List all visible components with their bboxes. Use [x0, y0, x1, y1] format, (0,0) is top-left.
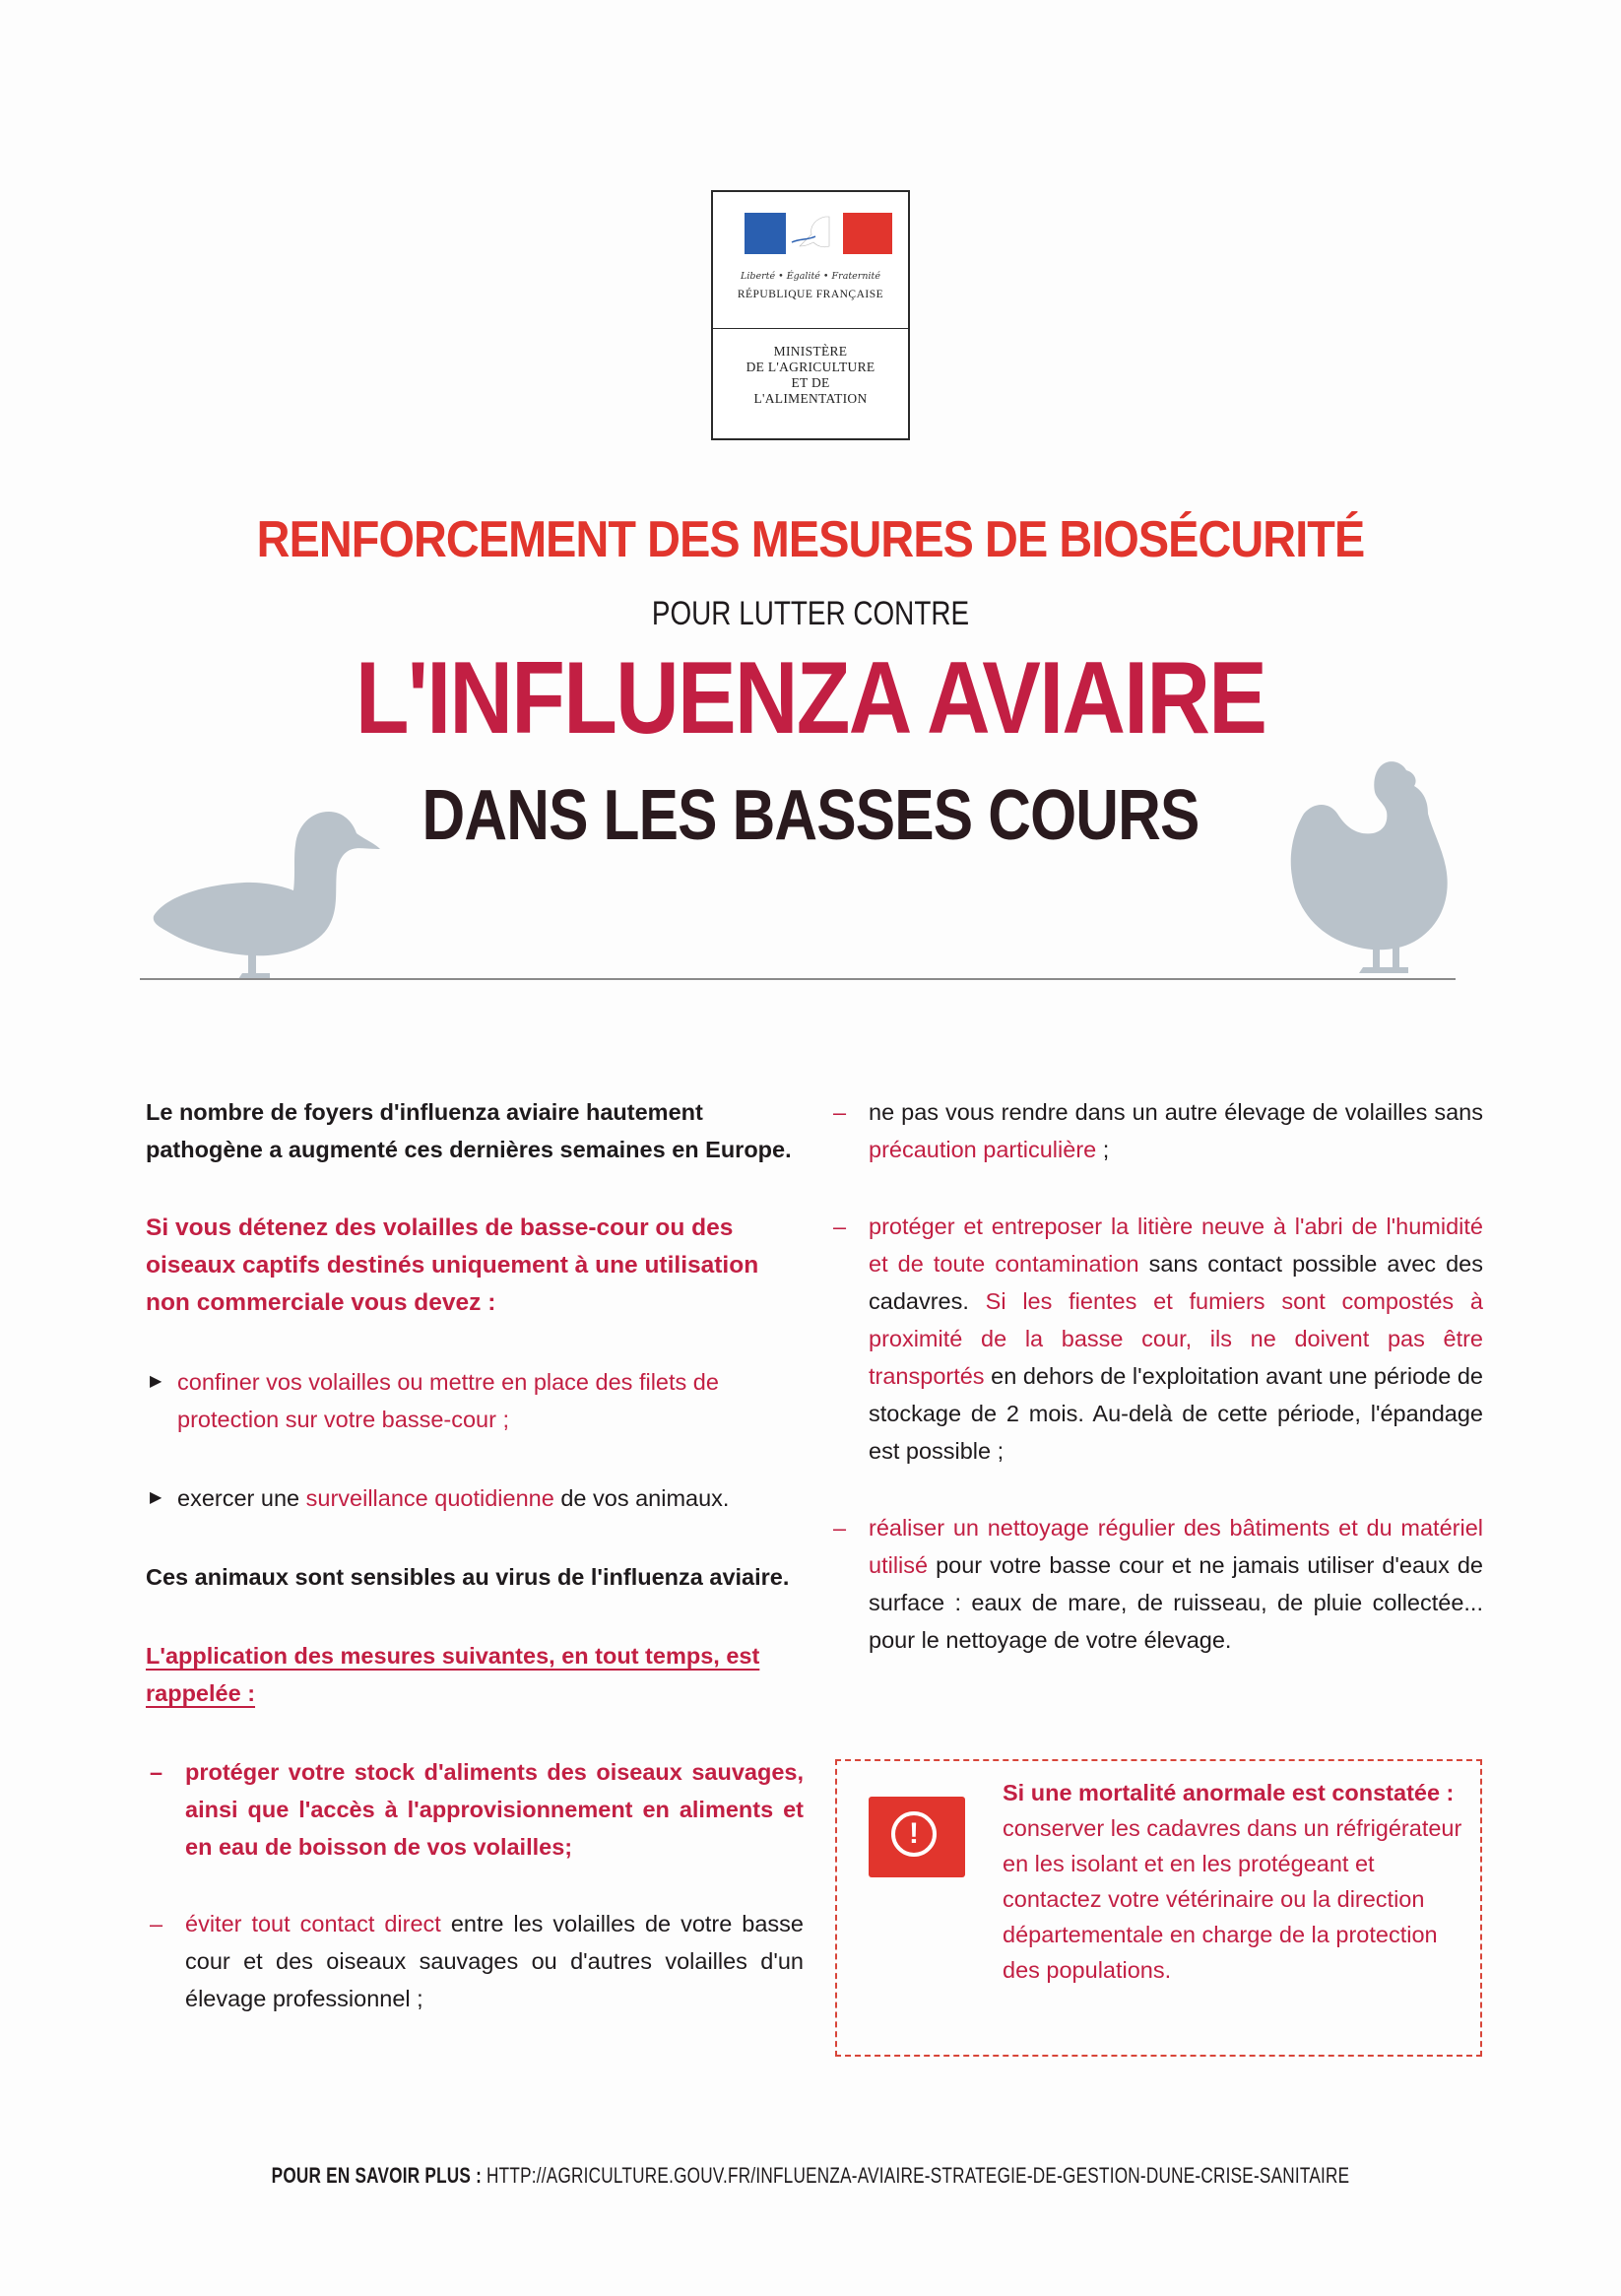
title-line-3: L'INFLUENZA AVIAIRE [355, 641, 1266, 755]
title-line-4: DANS LES BASSES COURS [421, 776, 1200, 855]
bullet-highlight: surveillance quotidienne [305, 1485, 554, 1511]
republic-name: RÉPUBLIQUE FRANÇAISE [737, 289, 884, 300]
dash-text: pour votre basse cour et ne jamais utiliser d'eaux de surface : eaux de mare, de ruisseau, de pluie collectée... pour le nettoyage de votre élevage. [869, 1552, 1483, 1653]
dash-item [146, 1753, 804, 1866]
triangle-bullet-icon: ▶ [150, 1489, 162, 1506]
dash-item [146, 1905, 804, 2017]
duck-icon [146, 806, 382, 981]
dash-text: ; [1096, 1137, 1110, 1162]
dash-item [829, 1093, 1483, 1168]
right-column [829, 1093, 1483, 1698]
dash-bullet: – [150, 1911, 163, 1936]
bullet-item [146, 1363, 804, 1438]
footer-url[interactable]: HTTP://AGRICULTURE.GOUV.FR/INFLUENZA-AVIAIRE-STRATEGIE-DE-GESTION-DUNE-CRISE-SANITAIRE [486, 2163, 1350, 2188]
dash-highlight: précaution particulière [869, 1137, 1097, 1162]
dash-text: ne pas vous rendre dans un autre élevage de volailles sans [869, 1099, 1483, 1125]
bullet-text: de vos animaux. [553, 1485, 730, 1511]
footer-label: POUR EN SAVOIR PLUS : [271, 2163, 487, 2188]
alert-text [1003, 1775, 1465, 1988]
ministry-name [713, 329, 908, 407]
exclamation-icon: ! [869, 1797, 965, 1877]
title-line-1: RENFORCEMENT DES MESURES DE BIOSÉCURITÉ [256, 511, 1365, 568]
triangle-bullet-icon: ▶ [150, 1373, 162, 1390]
dash-highlight: éviter tout contact direct [185, 1911, 441, 1936]
dash-text: protéger votre stock d'aliments des oiseaux sauvages, ainsi que l'accès à l'approvisionnement en aliments et en eau de boisson de vos volailles; [185, 1759, 804, 1860]
dash-text: en dehors de l'exploitation avant une période de stockage de 2 mois. Au-delà de cette période, l'épandage est possible ; [869, 1363, 1483, 1464]
ground-line [140, 978, 1456, 980]
bullet-text: confiner vos volailles ou mettre en place des filets de protection sur votre basse-cour ; [177, 1369, 719, 1432]
ministry-line: MINISTÈRE [773, 344, 848, 359]
bullet-text: exercer une [177, 1485, 306, 1511]
alert-body: conserver les cadavres dans un réfrigérateur en les isolant et en les protégeant et contactez votre vétérinaire ou la direction départementale en charge de la protection des populations. [1003, 1815, 1462, 1983]
title-line-2: POUR LUTTER CONTRE [651, 595, 970, 632]
dash-text: sans contact possible avec des cadavres. [869, 1251, 1483, 1314]
mortality-alert-box [835, 1759, 1482, 2057]
alert-heading: Si une mortalité anormale est constatée : [1003, 1780, 1455, 1805]
dash-item [829, 1208, 1483, 1470]
dash-bullet: – [150, 1759, 163, 1785]
dash-bullet: – [833, 1099, 847, 1125]
marianne-block [713, 192, 908, 329]
dash-bullet: – [833, 1515, 847, 1541]
ministry-line: L'ALIMENTATION [753, 391, 868, 406]
dash-highlight: Si les fientes et fumiers sont compostés à proximité de la basse cour, ils ne doivent pas être transportés [869, 1288, 1483, 1389]
reminder-heading: L'application des mesures suivantes, en tout temps, est rappelée : [146, 1643, 760, 1706]
ministry-line: ET DE [791, 375, 830, 390]
government-logo [711, 190, 910, 440]
sensitivity-note: Ces animaux sont sensibles au virus de l'influenza aviaire. [146, 1564, 790, 1590]
left-column [146, 1093, 804, 2057]
dash-bullet: – [833, 1214, 847, 1239]
dash-highlight: protéger et entreposer la litière neuve à l'abri de l'humidité et de toute contamination [869, 1214, 1483, 1277]
hen-icon [1284, 758, 1461, 977]
ministry-line: DE L'AGRICULTURE [746, 360, 875, 374]
bullet-item [146, 1479, 804, 1517]
dash-text: entre les volailles de votre basse cour et des oiseaux sauvages ou d'autres volailles d'un élevage professionnel ; [185, 1911, 805, 2011]
dash-highlight: réaliser un nettoyage régulier des bâtiments et du matériel utilisé [869, 1515, 1483, 1578]
footer [178, 2163, 1443, 2189]
dash-item [829, 1509, 1483, 1659]
marianne-flag-icon [745, 213, 892, 254]
motto: Liberté • Égalité • Fraternité [741, 271, 880, 282]
intro-paragraph: Le nombre de foyers d'influenza aviaire hautement pathogène a augmenté ces dernières semaines en Europe. [146, 1099, 792, 1162]
obligations-heading: Si vous détenez des volailles de basse-cour ou des oiseaux captifs destinés uniquement à une utilisation non commerciale vous devez : [146, 1214, 759, 1316]
